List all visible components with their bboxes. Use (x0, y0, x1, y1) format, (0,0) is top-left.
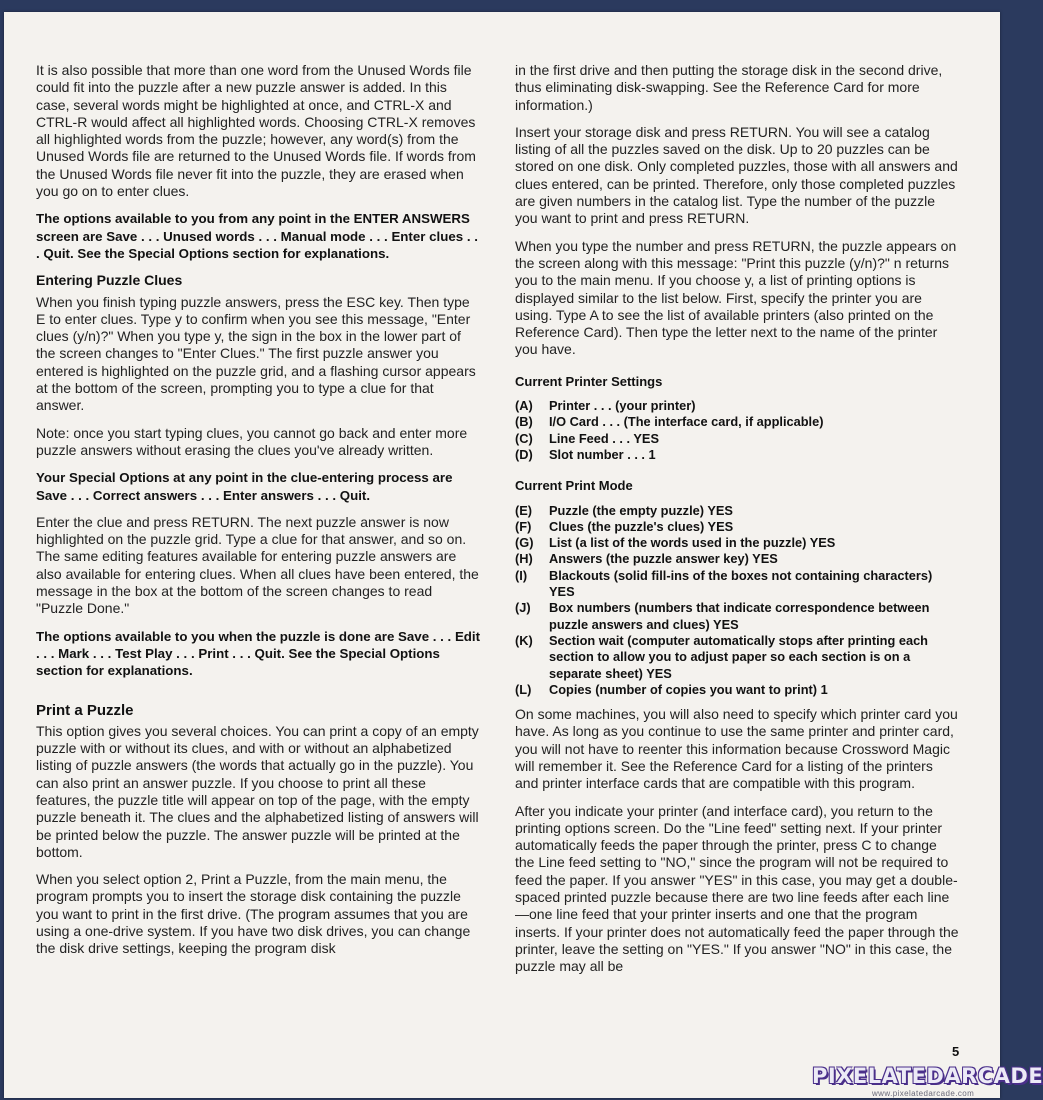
printer-settings-list (515, 398, 960, 463)
list-item: (J) Box numbers (numbers that indicate correspondence between puzzle answers and clues) YES (515, 600, 930, 632)
list-item: (D) Slot number . . . 1 (515, 446, 656, 462)
list-item: (I) Blackouts (solid fill-ins of the boxes not containing characters) YES (515, 567, 933, 600)
options-note: The options available to you when the puzzle is done are Save . . . Edit . . . Mark . . . Test Play . . . Print . . . Quit. See the Special Options section for explanations. (36, 628, 481, 679)
paragraph: When you type the number and press RETURN, the puzzle appears on the screen along with this message: "Print this puzzle (y/n)?" n returns you to the main menu. If you choose y, a list of printing options is displayed similar to the list below. First, specify the printer you are using. Type A to see the list of available printers (also printed on the Reference Card). Then type the letter next to the name of the printer you have. (515, 237, 957, 358)
list-item: (H) Answers (the puzzle answer key) YES (515, 551, 778, 567)
paragraph: When you select option 2, Print a Puzzle, from the main menu, the program prompts you to insert the storage disk containing the puzzle you want to print in the first drive. (The program assumes that you are using a one-drive system. If you have two disk drives, you can change the disk drive settings, keeping the program disk (36, 871, 471, 957)
paragraph: When you finish typing puzzle answers, press the ESC key. Then type E to enter clues. Type y to confirm when you see this message, "Enter clues (y/n)?" When you type y, the sign in the box in the lower part of the screen changes to "Enter Clues." The first puzzle answer you entered is highlighted on the puzzle grid, and a flashing cursor appears at the bottom of the screen, prompting you to type a clue for that answer. (36, 293, 476, 414)
right-column (515, 62, 960, 986)
paragraph: in the first drive and then putting the storage disk in the second drive, thus eliminating disk-swapping. See the Reference Card for more information.) (515, 62, 943, 113)
options-note: The options available to you from any point in the ENTER ANSWERS screen are Save . . . Unused words . . . Manual mode . . . Enter clues . . . Quit. See the Special Options section for explanations. (36, 211, 478, 261)
list-item: (F) Clues (the puzzle's clues) YES (515, 518, 734, 534)
paragraph: It is also possible that more than one word from the Unused Words file could fit into the puzzle after a new puzzle answer is added. In this case, several words might be highlighted at once, and CTRL-X and CTRL-R would affect all highlighted words. Choosing CTRL-X removes all highlighted words from the puzzle; however, any word(s) from the Unused Words file are returned to the Unused Words file. If words from the Unused Words file never fit into the puzzle, they are erased when you go on to enter clues. (36, 62, 476, 200)
paragraph: After you indicate your printer (and interface card), you return to the printing options screen. Do the "Line feed" setting next. If your printer automatically feeds the paper through the printer, press C to change the Line feed setting to "NO," since the program will not be required to feed the paper. If you answer "YES" in this case, you may get a double-spaced printed puzzle because there are two line feeds after each line—one line feed that your printer inserts and one that the program inserts. If your printer does not automatically feed the paper through the printer, leave the setting on "YES." If you answer "NO" in this case, the puzzle may all be (515, 802, 959, 975)
watermark-logo: PIXELATEDARCADE (812, 1064, 1043, 1088)
manual-page (4, 12, 1000, 1098)
list-item: (B) I/O Card . . . (The interface card, if applicable) (515, 414, 824, 430)
list-item: (E) Puzzle (the empty puzzle) YES (515, 502, 733, 518)
section-heading: Entering Puzzle Clues (36, 272, 183, 289)
note-paragraph: Note: once you start typing clues, you cannot go back and enter more puzzle answers without erasing the clues you've already written. (36, 424, 468, 458)
paragraph: Insert your storage disk and press RETURN. You will see a catalog listing of all the puzzles saved on the disk. Up to 20 puzzles can be stored on one disk. Only completed puzzles, those with all answers and clues entered, can be printed. Therefore, only those completed puzzles are given numbers in the catalog list. Type the number of the puzzle you want to print and press RETURN. (515, 123, 958, 227)
list-item: (A) Printer . . . (your printer) (515, 398, 696, 414)
list-item: (G) List (a list of the words used in the puzzle) YES (515, 535, 836, 551)
page-number: 5 (952, 1044, 960, 1059)
print-mode-list (515, 503, 960, 699)
paragraph: Enter the clue and press RETURN. The next puzzle answer is now highlighted on the puzzle grid. Type a clue for that answer, and so on. The same editing features available for entering puzzle answers are also available for entering clues. When all clues have been entered, the message in the box at the bottom of the screen changes to read "Puzzle Done." (36, 513, 479, 617)
left-column (36, 62, 481, 968)
paragraph: This option gives you several choices. You can print a copy of an empty puzzle with or without its clues, and with or without an alphabetized listing of puzzle answers (the words that actually go in the puzzle). You can also print an answer puzzle. If you choose to print all these features, the puzzle title will appear on top of the page, with the empty puzzle beneath it. The clues and the alphabetized listing of answers will be printed below the puzzle. The answer puzzle will be printed at the bottom. (36, 722, 479, 860)
list-item: (L) Copies (number of copies you want to print) 1 (515, 681, 828, 697)
watermark-url: www.pixelatedarcade.com (872, 1089, 975, 1098)
options-note: Your Special Options at any point in the clue-entering process are Save . . . Correct answers . . . Enter answers . . . Quit. (36, 470, 453, 503)
section-heading: Print a Puzzle (36, 701, 134, 719)
print-mode-heading: Current Print Mode (515, 478, 633, 494)
list-item: (C) Line Feed . . . YES (515, 430, 659, 446)
printer-settings-heading: Current Printer Settings (515, 373, 663, 389)
list-item: (K) Section wait (computer automatically stops after printing each section to allow you to adjust paper so each section is on a separate sheet) YES (515, 632, 929, 681)
paragraph: On some machines, you will also need to specify which printer card you have. As long as you continue to use the same printer and printer card, you will not have to reenter this information because Crossword Magic will remember it. See the Reference Card for a listing of the printers and printer interface cards that are compatible with this program. (515, 706, 958, 792)
